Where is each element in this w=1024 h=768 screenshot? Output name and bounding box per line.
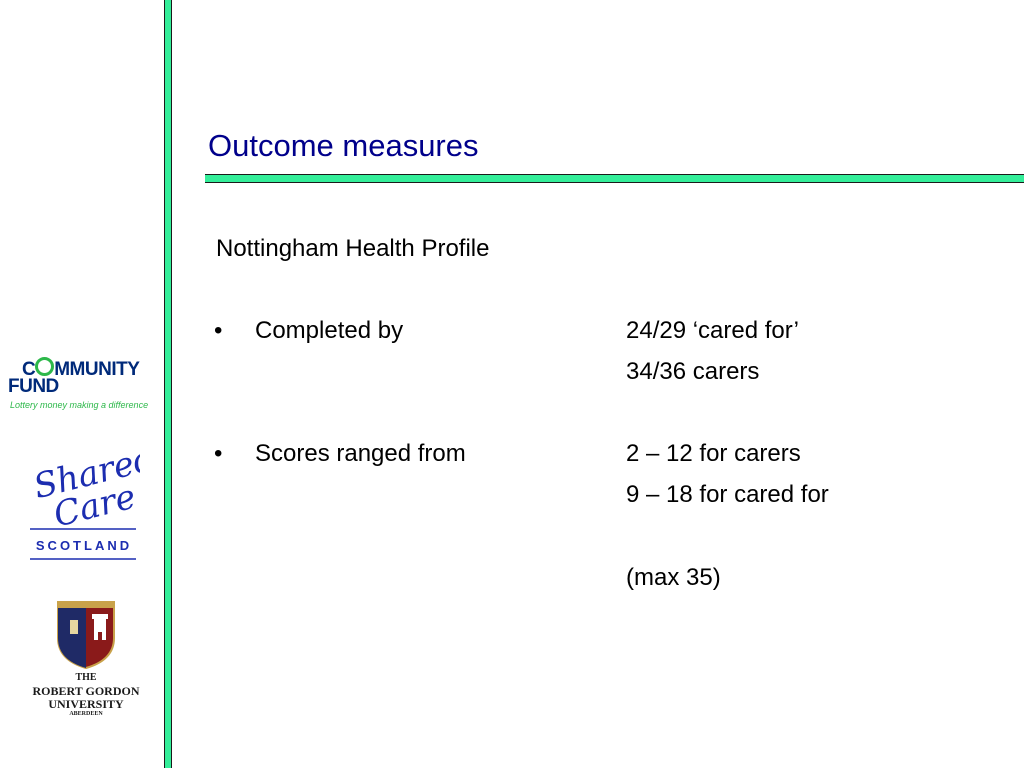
bullet-value: 34/36 carers (626, 358, 760, 385)
left-accent-bar (164, 0, 172, 768)
title-underline-bar (205, 174, 1024, 183)
community-fund-logo: C MMUNITY FUND Lottery money making a difference (8, 359, 149, 410)
community-fund-line2: FUND (8, 376, 59, 397)
rgu-line4: ABERDEEN (69, 711, 103, 717)
bullet-value: 2 – 12 for carers (626, 440, 801, 467)
max-score-note: (max 35) (626, 564, 721, 591)
bullet-marker: • (214, 440, 223, 467)
bullet-value: 24/29 ‘cared for’ (626, 317, 799, 344)
robert-gordon-university-logo (22, 598, 150, 718)
rgu-line1: THE (75, 672, 97, 683)
care-word: Care (49, 476, 140, 536)
scotland-word: SCOTLAND (35, 538, 133, 553)
rgu-crest-icon (22, 598, 150, 670)
shared-care-scotland-logo (28, 440, 140, 562)
bullet-label: Scores ranged from (255, 440, 466, 467)
slide-title: Outcome measures (208, 128, 479, 163)
bullet-marker: • (214, 317, 223, 344)
community-fund-tagline: Lottery money making a difference (10, 400, 149, 410)
section-heading: Nottingham Health Profile (216, 235, 490, 262)
circle-o-icon (35, 357, 54, 376)
rgu-line2: ROBERT GORDON (32, 684, 140, 698)
bullet-value: 9 – 18 for cared for (626, 481, 829, 508)
rgu-line3: UNIVERSITY (48, 697, 124, 711)
shared-word: Shared (29, 440, 140, 508)
bullet-label: Completed by (255, 317, 404, 344)
